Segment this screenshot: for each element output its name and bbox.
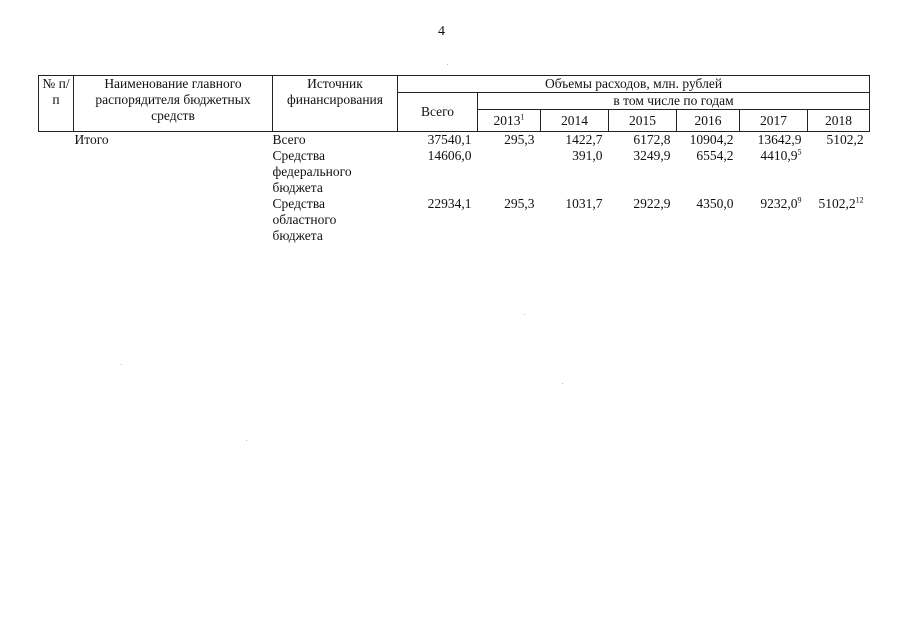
cell-name xyxy=(74,148,273,196)
cell-2016: 10904,2 xyxy=(689,132,734,147)
cell-2014: 391,0 xyxy=(572,148,603,163)
budget-table xyxy=(38,75,870,244)
cell-total: 22934,1 xyxy=(427,196,472,211)
header-num: № п/п xyxy=(39,76,74,132)
cell-2015: 2922,9 xyxy=(633,196,671,211)
header-year-2014: 2014 xyxy=(541,110,609,132)
cell-total: 37540,1 xyxy=(427,132,472,147)
cell-num xyxy=(39,196,74,244)
header-total: Всего xyxy=(398,93,478,132)
cell-2015: 3249,9 xyxy=(633,148,671,163)
scan-speck xyxy=(121,364,122,365)
cell-2015: 6172,8 xyxy=(633,132,671,147)
cell-source: Средства федерального бюджета xyxy=(272,148,352,195)
cell-source: Средства областного бюджета xyxy=(272,196,337,243)
table-row xyxy=(39,148,870,196)
cell-2014: 1422,7 xyxy=(565,132,603,147)
cell-2016: 4350,0 xyxy=(696,196,734,211)
table-row xyxy=(39,196,870,244)
cell-2014: 1031,7 xyxy=(565,196,603,211)
cell-2016: 6554,2 xyxy=(696,148,734,163)
header-year-2015: 2015 xyxy=(609,110,677,132)
cell-2018 xyxy=(808,148,870,196)
header-year-2017: 2017 xyxy=(740,110,808,132)
header-name: Наименование главного распорядителя бюджетных средств xyxy=(74,76,273,132)
cell-2017: 4410,9$^5$ xyxy=(760,147,802,163)
cell-num xyxy=(39,148,74,196)
cell-name: Итого xyxy=(74,132,109,147)
cell-2013: 295,3 xyxy=(504,132,535,147)
scan-speck xyxy=(246,440,247,441)
header-source: Источник финансирования xyxy=(273,76,398,132)
cell-2017: 9232,0$^9$ xyxy=(760,195,802,211)
cell-2013: 295,3 xyxy=(504,196,535,211)
cell-2018: 5102,2 xyxy=(826,132,864,147)
cell-2018: 5102,2$^{12}$ xyxy=(818,195,864,211)
cell-total: 14606,0 xyxy=(427,148,472,163)
cell-name xyxy=(74,196,273,244)
cell-num xyxy=(39,132,74,149)
scan-speck xyxy=(447,64,448,65)
header-year-2013: 2013$^1$ xyxy=(478,110,541,132)
cell-source: Всего xyxy=(272,132,306,147)
scan-speck xyxy=(524,314,525,315)
header-volumes: Объемы расходов, млн. рублей xyxy=(398,76,870,93)
header-by-years: в том числе по годам xyxy=(478,93,870,110)
header-year-2016: 2016 xyxy=(677,110,740,132)
cell-2013 xyxy=(478,148,541,196)
cell-2017: 13642,9 xyxy=(757,132,802,147)
page-number: 4 xyxy=(438,24,445,39)
header-year-2018: 2018 xyxy=(808,110,870,132)
scan-speck xyxy=(562,383,563,384)
table-row xyxy=(39,132,870,149)
